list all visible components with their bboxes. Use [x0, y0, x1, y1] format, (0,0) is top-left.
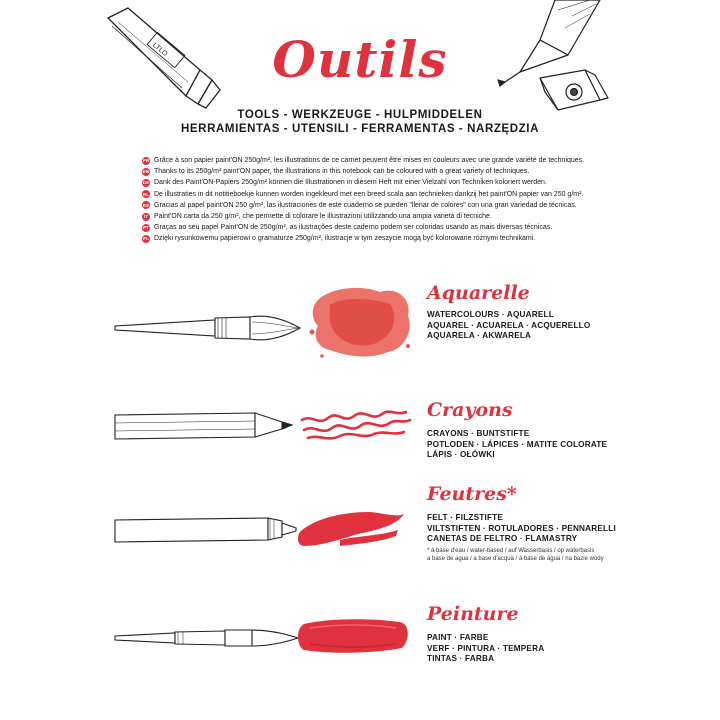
section-line: TINTAS · FARBA	[427, 654, 495, 664]
language-badge: PT	[143, 225, 149, 231]
intro-item	[142, 211, 612, 222]
section-line: PAINT · FARBE	[427, 633, 489, 642]
section-line: POTLODEN · LÁPICES · MATITE COLORATE	[427, 439, 608, 449]
intro-text: Dank des Paint'ON-Papiers 250g/m² können die Illustrationen in diesem Heft mit einer Vielzahl von Techniken koloriert werden.	[154, 179, 547, 187]
section-line: AQUARELA · AKWARELA	[427, 331, 532, 341]
watercolour-swatch	[310, 288, 411, 358]
section-list	[427, 513, 616, 545]
section-line: LÁPIS · OŁÓWKI	[427, 450, 495, 460]
intro-text: Dzięki rysunkowemu papierowi o gramaturze 250g/m², ilustracje w tym zeszycie mogą być kolorowane różnymi technikami.	[154, 235, 536, 243]
subtitle-line-2: HERRAMIENTAS - UTENSILI - FERRAMENTAS - NARZĘDZIA	[181, 123, 539, 135]
section-list	[427, 633, 544, 665]
intro-list	[142, 155, 612, 245]
svg-text:LTLO: LTLO	[151, 41, 169, 59]
intro-item	[142, 200, 612, 211]
felt-pen-swatch	[298, 512, 404, 546]
section-peinture	[427, 603, 544, 665]
language-badge: ES	[142, 202, 149, 208]
section-list	[427, 429, 607, 461]
section-feutres	[427, 483, 616, 564]
intro-text: Thanks to its 250g/m² paint'ON paper, the illustrations in this notebook can be coloured with a great variety of techniques.	[154, 168, 530, 176]
language-badge: DE	[142, 180, 150, 186]
watercolour-brush-icon	[115, 316, 300, 340]
intro-text: Grâce à son papier paint'ON 250g/m², les illustrations de ce carnet peuvent être mises en couleurs avec une grande variété de techniques.	[154, 157, 585, 165]
paint-swatch	[298, 619, 408, 653]
intro-text: De illustraties in dit notitieboekje kunnen worden ingekleurd met een breed scala aan technieken dankzij het paint'ON papier van 250 g/m².	[154, 190, 584, 198]
intro-item	[142, 189, 612, 200]
section-line: VERF · PINTURA · TEMPERA	[427, 643, 545, 653]
subtitle-line-1: TOOLS - WERKZEUGE - HULPMIDDELEN	[237, 109, 483, 121]
section-aquarelle	[427, 282, 590, 342]
intro-text: Gracias al papel paint'ON 250 g/m², las ilustraciones de este cuaderno se pueden "llenar de colores" con una gran variedad de técnicas.	[154, 201, 577, 209]
section-crayons	[427, 399, 607, 461]
language-badge: NL	[143, 191, 149, 197]
language-badge: IT	[144, 214, 148, 220]
section-line: AQUAREL · ACUARELA · ACQUERELLO	[427, 320, 591, 330]
intro-item	[142, 222, 612, 233]
intro-text: Graças ao seu papel Paint'ON de 250g/m², as ilustrações deste caderno podem ser coloridas usando as mais diversas técnicas.	[154, 224, 553, 232]
intro-item	[142, 233, 612, 244]
section-line: VILTSTIFTEN · ROTULADORES · PENNARELLI	[427, 523, 616, 533]
language-badge: FR	[143, 158, 149, 164]
language-badge: EN	[142, 169, 150, 175]
paint-brush-icon	[115, 630, 298, 646]
intro-item	[142, 177, 612, 188]
section-line: WATERCOLOURS · AQUARELL	[427, 310, 554, 319]
section-line: FELT · FILZSTIFTE	[427, 513, 504, 522]
intro-item	[142, 155, 612, 166]
pencil-swatch	[302, 412, 410, 439]
section-title: Peinture	[427, 603, 519, 625]
section-title: Feutres*	[427, 483, 517, 505]
section-list	[427, 310, 590, 342]
section-title: Crayons	[427, 399, 513, 421]
section-line: CANETAS DE FELTRO · FLAMASTRY	[427, 534, 578, 544]
note-line: * à base d'eau / water-based / auf Wasserbasis / op waterbasis	[427, 547, 595, 554]
intro-text: Paint'ON carta da 250 g/m², che permette di colorare le illustrazioni utilizzando una ampia varietà di tecniche.	[154, 213, 492, 221]
intro-item	[142, 166, 612, 177]
page-title: Outils	[272, 30, 448, 89]
language-badge: PL	[143, 236, 149, 242]
section-title: Aquarelle	[427, 282, 530, 304]
felt-pen-icon	[115, 518, 296, 542]
note-line: a base de agua / a base d'acqua / à base de água / na bazie wody	[427, 556, 604, 563]
section-line: CRAYONS · BUNTSTIFTE	[427, 429, 530, 438]
pencil-icon	[115, 413, 292, 439]
section-note	[427, 547, 616, 564]
